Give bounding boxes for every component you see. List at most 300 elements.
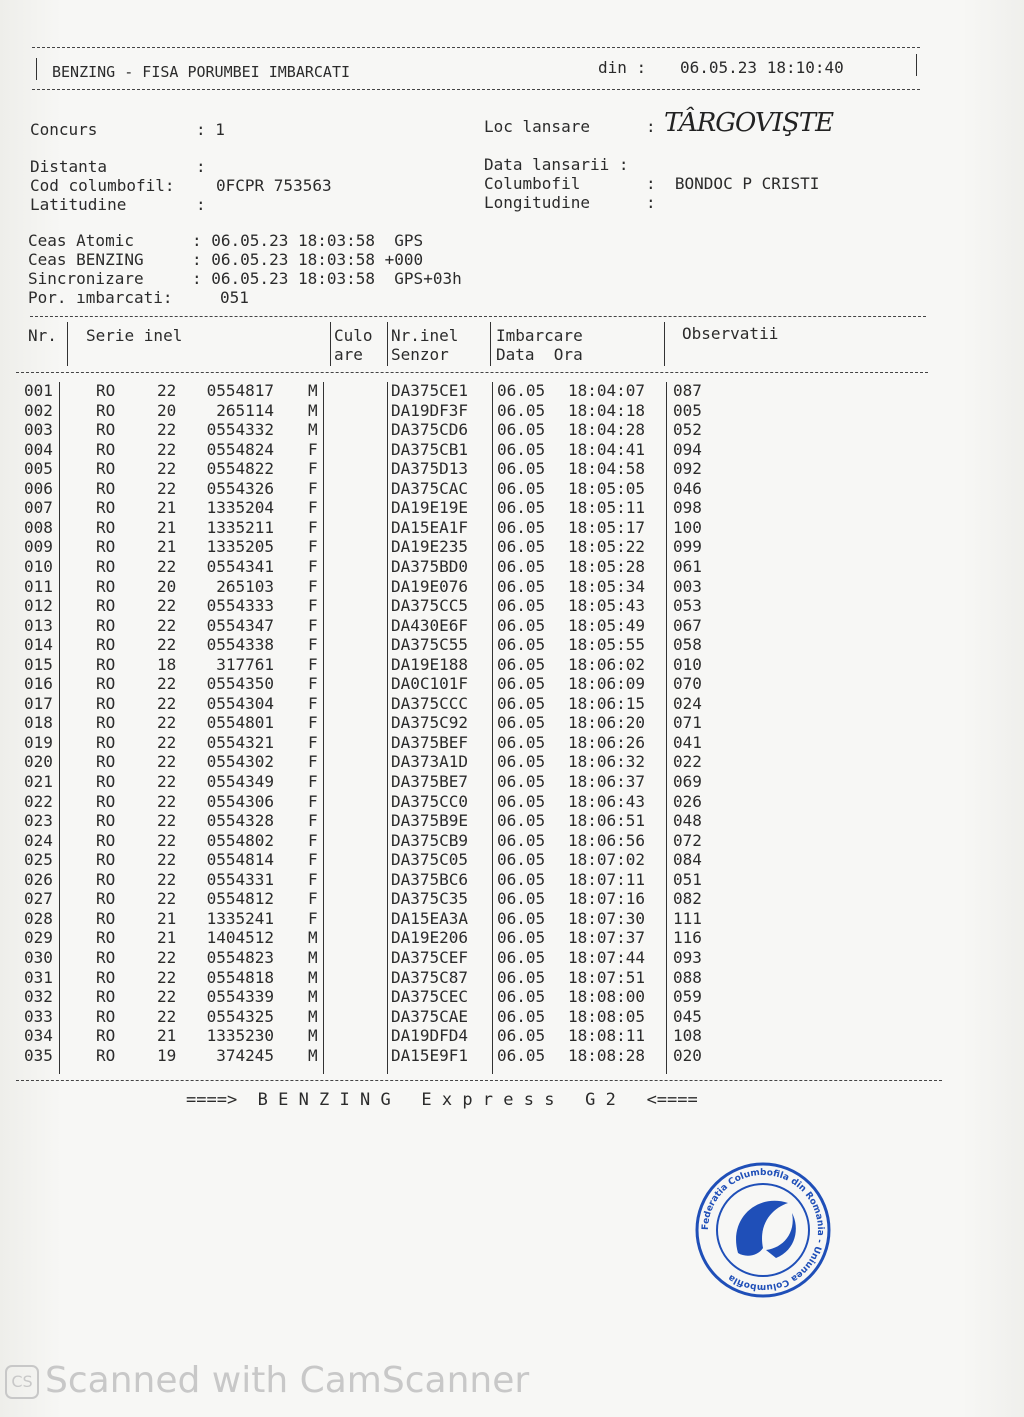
row-year: 20 [157,400,177,420]
row-observatii: 003 [673,576,702,596]
row-time: 18:05:55 [568,635,646,655]
row-sex: F [308,556,318,576]
din-label: din : [598,58,647,77]
row-time: 18:06:02 [568,654,646,674]
row-year: 22 [157,830,177,850]
row-sensor: DA375CC5 [391,596,469,616]
row-observatii: 058 [673,635,702,655]
row-ring-number: 0554328 [206,811,274,831]
row-date: 06.05 [497,498,546,518]
row-country: RO [96,615,116,635]
concurs-value: : 1 [196,120,225,139]
row-sensor: DA19E19E [391,498,469,518]
col-bar-serie [330,322,331,366]
row-time: 18:05:34 [568,576,646,596]
row-date: 06.05 [497,987,546,1007]
ceas-atomic-label: Ceas Atomic [28,231,134,250]
row-observatii: 094 [673,439,702,459]
row-date: 06.05 [497,928,546,948]
row-country: RO [96,420,116,440]
row-nr: 005 [24,459,53,479]
row-sensor: DA0C101F [391,674,469,694]
row-country: RO [96,850,116,870]
row-time: 18:06:43 [568,791,646,811]
row-nr: 020 [24,752,53,772]
row-nr: 014 [24,635,53,655]
sincronizare-value: : 06.05.23 18:03:58 GPS+03h [192,269,462,288]
row-sex: F [308,517,318,537]
row-sensor: DA375BD0 [391,556,469,576]
row-nr: 034 [24,1026,53,1046]
row-observatii: 093 [673,947,702,967]
longitudine-label: Longitudine [484,193,590,212]
row-nr: 013 [24,615,53,635]
row-sensor: DA15EA1F [391,517,469,537]
row-observatii: 022 [673,752,702,772]
row-time: 18:04:07 [568,381,646,400]
row-time: 18:06:20 [568,713,646,733]
row-ring-number: 0554304 [206,693,274,713]
row-nr: 024 [24,830,53,850]
loc-lansare-label: Loc lansare [484,117,590,136]
header-senzor: Senzor [391,345,449,364]
latitudine-label: Latitudine [30,195,127,214]
row-ring-number: 0554814 [206,850,274,870]
header-data-ora: Data Ora [496,345,583,364]
porumbei-imbarcati-value: 051 [220,288,249,307]
print-datetime: 06.05.23 18:10:40 [680,58,844,77]
header-serie-inel: Serie inel [86,326,183,345]
col-bar-nr [67,322,68,366]
row-sex: M [308,947,318,967]
row-observatii: 052 [673,420,702,440]
row-ring-number: 1335230 [206,1026,274,1046]
row-ring-number: 0554347 [206,615,274,635]
row-observatii: 046 [673,478,702,498]
row-ring-number: 1335241 [206,908,274,928]
latitudine-value: : [196,195,206,214]
columbofil-value: : BONDOC P CRISTI [646,174,820,193]
row-sex: F [308,772,318,791]
row-time: 18:05:49 [568,615,646,635]
row-observatii: 087 [673,381,702,400]
row-nr: 026 [24,869,53,889]
row-nr: 033 [24,1006,53,1026]
row-ring-number: 0554333 [206,596,274,616]
row-observatii: 067 [673,615,702,635]
row-time: 18:04:28 [568,420,646,440]
row-date: 06.05 [497,459,546,479]
row-year: 22 [157,967,177,987]
row-ring-number: 0554350 [206,674,274,694]
row-ring-number: 1404512 [206,928,274,948]
row-sex: F [308,850,318,870]
row-country: RO [96,381,116,400]
row-sensor: DA375C92 [391,713,469,733]
row-nr: 001 [24,381,53,400]
row-nr: 015 [24,654,53,674]
row-time: 18:06:51 [568,811,646,831]
row-year: 22 [157,752,177,772]
row-country: RO [96,732,116,752]
table-header-rule [16,372,928,373]
row-sensor: DA19E206 [391,928,469,948]
row-observatii: 084 [673,850,702,870]
camscanner-text: Scanned with CamScanner [45,1360,530,1401]
header-bottom-rule [32,89,920,90]
row-nr: 006 [24,478,53,498]
row-observatii: 100 [673,517,702,537]
row-year: 21 [157,537,177,557]
row-country: RO [96,635,116,655]
row-nr: 032 [24,987,53,1007]
row-sensor: DA375CB1 [391,439,469,459]
row-year: 22 [157,713,177,733]
row-date: 06.05 [497,654,546,674]
row-time: 18:07:11 [568,869,646,889]
row-nr: 028 [24,908,53,928]
row-year: 22 [157,596,177,616]
row-sensor: DA19E235 [391,537,469,557]
row-time: 18:05:11 [568,498,646,518]
loc-lansare-handwritten: TÂRGOVIŞTE [664,108,834,138]
row-time: 18:06:15 [568,693,646,713]
row-ring-number: 317761 [216,654,274,674]
distanta-value: : [196,157,206,176]
row-year: 22 [157,850,177,870]
row-sensor: DA15E9F1 [391,1045,469,1065]
row-ring-number: 0554341 [206,556,274,576]
row-ring-number: 0554823 [206,947,274,967]
row-date: 06.05 [497,576,546,596]
ceas-benzing-label: Ceas BENZING [28,250,144,269]
row-sex: F [308,674,318,694]
body-bar-sex [323,382,324,1074]
row-ring-number: 0554822 [206,459,274,479]
row-nr: 018 [24,713,53,733]
row-year: 22 [157,478,177,498]
row-date: 06.05 [497,1045,546,1065]
row-sensor: DA19E188 [391,654,469,674]
body-bar-ora [666,382,667,1074]
row-year: 19 [157,1045,177,1065]
row-observatii: 108 [673,1026,702,1046]
row-sensor: DA375CEC [391,987,469,1007]
row-nr: 030 [24,947,53,967]
col-bar-culoare [387,322,388,366]
concurs-label: Concurs [30,120,98,139]
row-ring-number: 1335211 [206,517,274,537]
row-date: 06.05 [497,693,546,713]
row-date: 06.05 [497,439,546,459]
row-time: 18:05:28 [568,556,646,576]
row-country: RO [96,498,116,518]
row-time: 18:08:05 [568,1006,646,1026]
row-sensor: DA430E6F [391,615,469,635]
row-sensor: DA373A1D [391,752,469,772]
row-ring-number: 0554349 [206,772,274,791]
row-sex: F [308,439,318,459]
row-date: 06.05 [497,732,546,752]
row-ring-number: 374245 [216,1045,274,1065]
row-date: 06.05 [497,908,546,928]
row-sensor: DA375C55 [391,635,469,655]
row-country: RO [96,967,116,987]
sincronizare-label: Sincronizare [28,269,144,288]
row-nr: 023 [24,811,53,831]
row-year: 21 [157,517,177,537]
row-observatii: 010 [673,654,702,674]
row-nr: 007 [24,498,53,518]
row-date: 06.05 [497,713,546,733]
row-country: RO [96,459,116,479]
row-year: 21 [157,498,177,518]
row-sensor: DA375BC6 [391,869,469,889]
row-sex: M [308,400,318,420]
row-sex: M [308,420,318,440]
row-ring-number: 1335205 [206,537,274,557]
row-sex: F [308,478,318,498]
row-observatii: 024 [673,693,702,713]
row-nr: 035 [24,1045,53,1065]
row-nr: 008 [24,517,53,537]
row-nr: 011 [24,576,53,596]
cod-columbofil-label: Cod columbofil: [30,176,175,195]
row-country: RO [96,517,116,537]
row-year: 22 [157,987,177,1007]
row-country: RO [96,1026,116,1046]
row-country: RO [96,713,116,733]
row-ring-number: 0554331 [206,869,274,889]
row-date: 06.05 [497,635,546,655]
row-time: 18:05:43 [568,596,646,616]
loc-lansare-colon: : [646,117,656,136]
row-sensor: DA15EA3A [391,908,469,928]
row-nr: 019 [24,732,53,752]
row-sex: F [308,732,318,752]
stamp-text: Federatia Columbofila din Romania - Uniunea Columbofila [700,1167,826,1293]
row-time: 18:05:22 [568,537,646,557]
row-nr: 029 [24,928,53,948]
row-observatii: 070 [673,674,702,694]
row-sensor: DA375CB9 [391,830,469,850]
row-year: 21 [157,1026,177,1046]
row-sex: F [308,830,318,850]
row-sex: F [308,459,318,479]
row-time: 18:07:37 [568,928,646,948]
row-country: RO [96,830,116,850]
row-ring-number: 0554332 [206,420,274,440]
row-sex: F [308,713,318,733]
row-nr: 022 [24,791,53,811]
row-country: RO [96,693,116,713]
row-sex: F [308,635,318,655]
row-sensor: DA19DF3F [391,400,469,420]
row-date: 06.05 [497,967,546,987]
row-ring-number: 0554812 [206,889,274,909]
row-year: 22 [157,556,177,576]
row-sex: M [308,1006,318,1026]
row-country: RO [96,400,116,420]
row-country: RO [96,439,116,459]
row-nr: 017 [24,693,53,713]
header-nr: Nr. [28,326,57,345]
row-sex: M [308,928,318,948]
row-sex: F [308,576,318,596]
header-culoare-2: are [334,345,363,364]
row-sensor: DA19DFD4 [391,1026,469,1046]
row-year: 22 [157,791,177,811]
row-country: RO [96,596,116,616]
federation-stamp [688,1158,838,1303]
row-nr: 002 [24,400,53,420]
row-country: RO [96,654,116,674]
row-date: 06.05 [497,791,546,811]
row-sex: F [308,869,318,889]
table-top-rule [30,316,926,317]
row-ring-number: 0554306 [206,791,274,811]
col-bar-imbarcare [664,322,665,366]
row-country: RO [96,752,116,772]
row-observatii: 059 [673,987,702,1007]
row-country: RO [96,928,116,948]
row-sex: F [308,889,318,909]
svg-text:Federatia Columbofila din Roma [701,1168,825,1292]
row-country: RO [96,1045,116,1065]
row-country: RO [96,947,116,967]
row-time: 18:07:02 [568,850,646,870]
row-sensor: DA375CAE [391,1006,469,1026]
row-observatii: 092 [673,459,702,479]
header-imbarcare: Imbarcare [496,326,583,345]
row-date: 06.05 [497,752,546,772]
row-time: 18:06:32 [568,752,646,772]
row-time: 18:06:26 [568,732,646,752]
row-time: 18:07:30 [568,908,646,928]
row-ring-number: 265114 [216,400,274,420]
row-country: RO [96,478,116,498]
row-year: 20 [157,576,177,596]
col-bar-nrinel [490,322,491,366]
row-observatii: 005 [673,400,702,420]
row-time: 18:06:09 [568,674,646,694]
row-sensor: DA375B9E [391,811,469,831]
row-year: 22 [157,635,177,655]
row-ring-number: 265103 [216,576,274,596]
row-date: 06.05 [497,420,546,440]
row-nr: 016 [24,674,53,694]
row-date: 06.05 [497,615,546,635]
row-date: 06.05 [497,811,546,831]
row-observatii: 053 [673,596,702,616]
row-year: 21 [157,908,177,928]
longitudine-value: : [646,193,656,212]
columbofil-label: Columbofil [484,174,581,193]
row-year: 22 [157,439,177,459]
row-sex: F [308,596,318,616]
row-sex: M [308,381,318,400]
row-sensor: DA375CD6 [391,420,469,440]
row-time: 18:07:16 [568,889,646,909]
camscanner-logo: CS [5,1365,39,1399]
row-ring-number: 0554339 [206,987,274,1007]
row-date: 06.05 [497,537,546,557]
row-observatii: 072 [673,830,702,850]
header-top-rule [32,47,920,48]
row-sex: F [308,908,318,928]
row-sensor: DA375D13 [391,459,469,479]
row-observatii: 041 [673,732,702,752]
row-year: 22 [157,732,177,752]
row-nr: 004 [24,439,53,459]
row-ring-number: 0554817 [206,381,274,400]
distanta-label: Distanta [30,157,108,176]
row-ring-number: 0554302 [206,752,274,772]
row-observatii: 099 [673,537,702,557]
row-year: 22 [157,772,177,791]
row-time: 18:08:11 [568,1026,646,1046]
row-observatii: 082 [673,889,702,909]
row-observatii: 088 [673,967,702,987]
row-nr: 010 [24,556,53,576]
row-sensor: DA19E076 [391,576,469,596]
row-country: RO [96,556,116,576]
row-year: 21 [157,928,177,948]
table-bottom-rule [16,1080,942,1081]
row-observatii: 061 [673,556,702,576]
row-date: 06.05 [497,517,546,537]
row-country: RO [96,674,116,694]
row-time: 18:07:44 [568,947,646,967]
row-sensor: DA375BEF [391,732,469,752]
row-date: 06.05 [497,850,546,870]
row-year: 22 [157,869,177,889]
row-year: 22 [157,459,177,479]
ceas-atomic-value: : 06.05.23 18:03:58 GPS [192,231,424,250]
row-sex: F [308,791,318,811]
row-ring-number: 0554325 [206,1006,274,1026]
row-time: 18:04:18 [568,400,646,420]
row-ring-number: 0554824 [206,439,274,459]
row-sensor: DA375CEF [391,947,469,967]
row-time: 18:04:58 [568,459,646,479]
row-nr: 003 [24,420,53,440]
porumbei-imbarcati-label: Por. ımbarcati: [28,288,173,307]
row-sensor: DA375C35 [391,889,469,909]
row-country: RO [96,772,116,791]
row-time: 18:06:37 [568,772,646,791]
row-country: RO [96,811,116,831]
row-time: 18:05:17 [568,517,646,537]
row-year: 22 [157,693,177,713]
row-sex: F [308,693,318,713]
row-time: 18:08:28 [568,1045,646,1065]
row-country: RO [96,537,116,557]
body-bar-senzor [492,382,493,1074]
row-date: 06.05 [497,1006,546,1026]
row-year: 22 [157,615,177,635]
row-nr: 009 [24,537,53,557]
row-nr: 031 [24,967,53,987]
row-date: 06.05 [497,772,546,791]
row-observatii: 048 [673,811,702,831]
row-date: 06.05 [497,556,546,576]
row-ring-number: 0554326 [206,478,274,498]
row-date: 06.05 [497,1026,546,1046]
row-sensor: DA375CE1 [391,381,469,400]
row-date: 06.05 [497,596,546,616]
row-country: RO [96,889,116,909]
